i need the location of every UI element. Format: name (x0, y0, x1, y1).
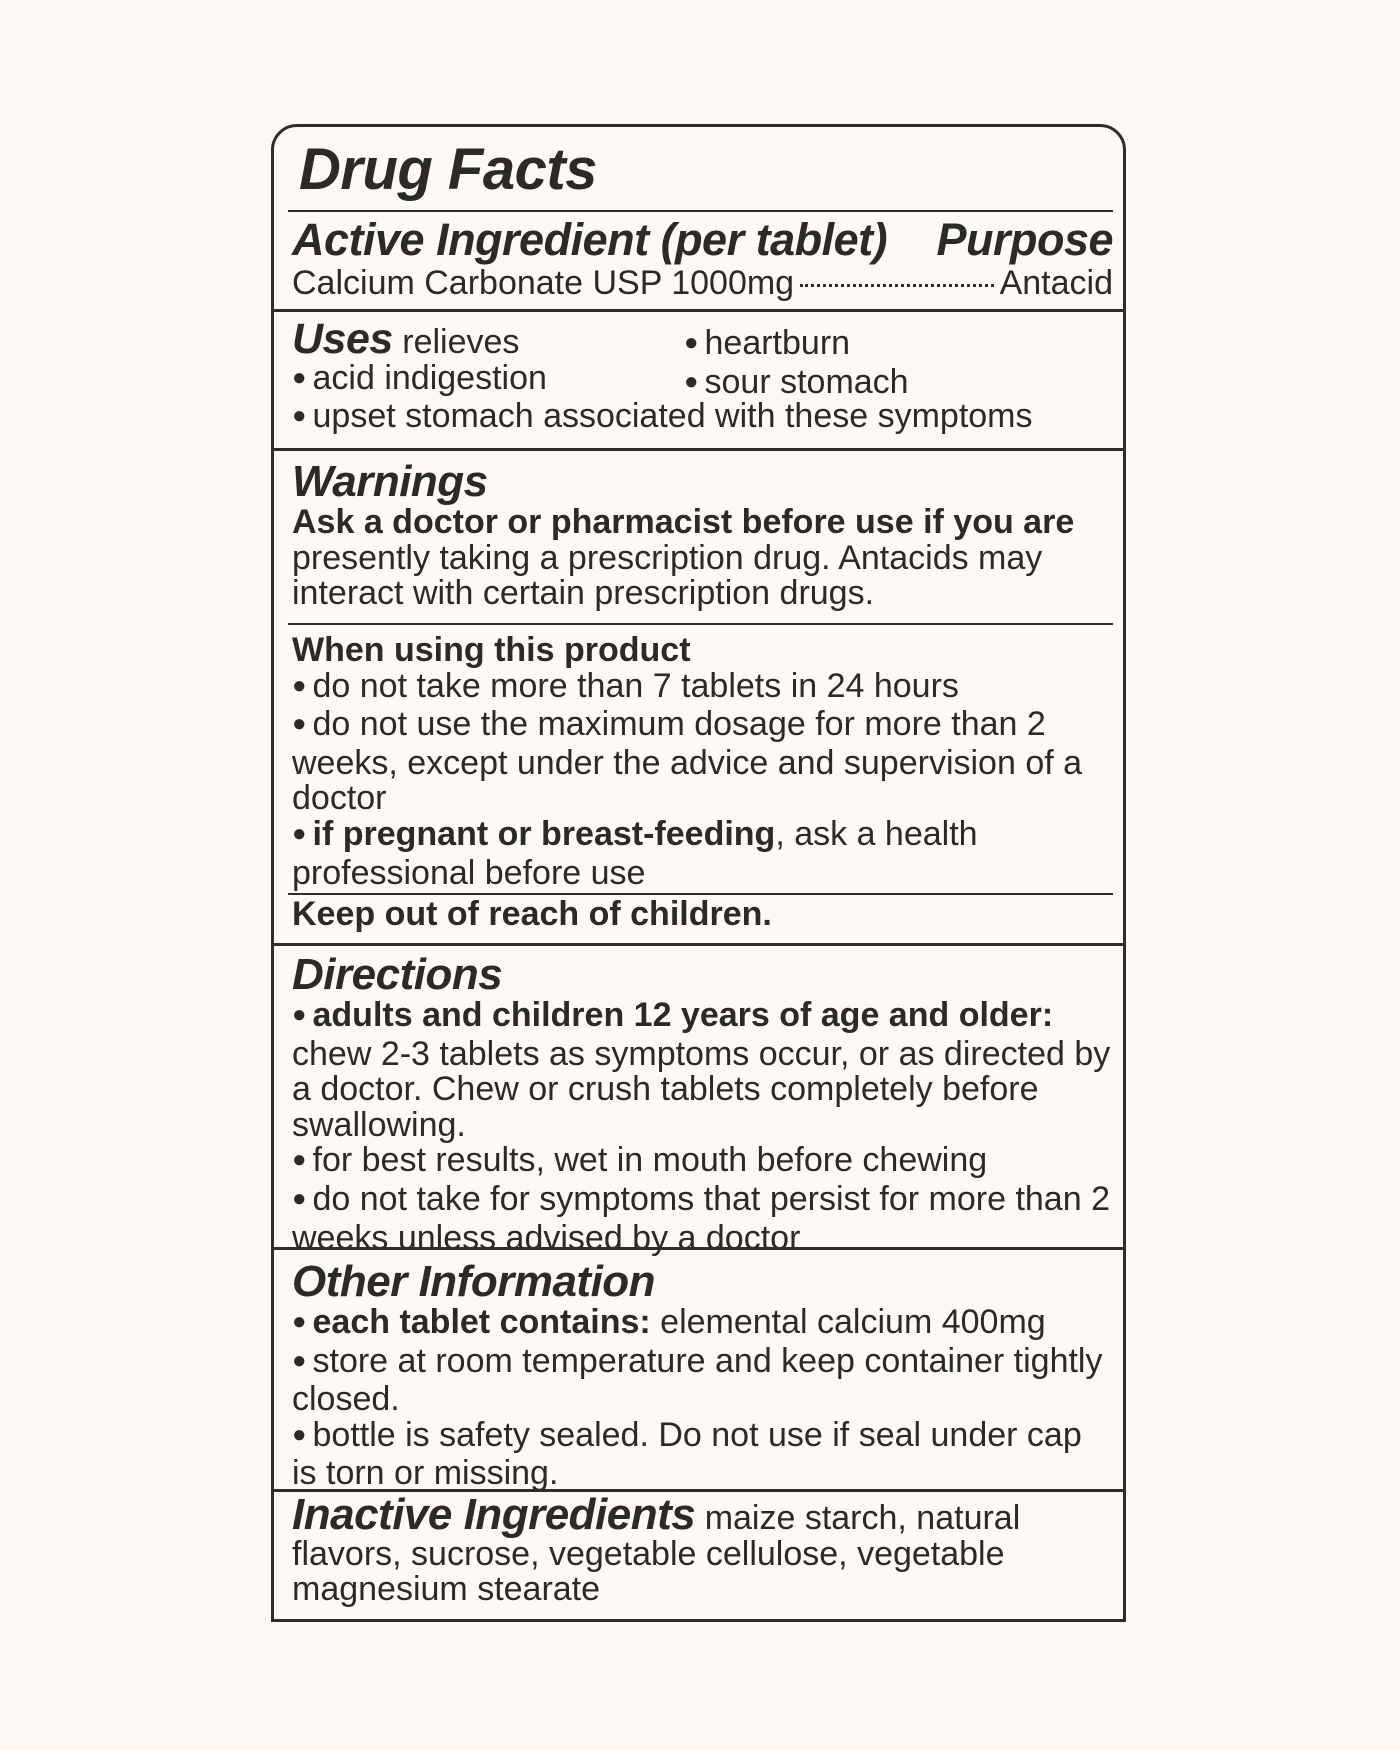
drug-facts-title: Drug Facts (299, 137, 597, 202)
uses-item: ● sour stomach (684, 365, 909, 404)
warnings-section (274, 448, 1123, 943)
directions-item: ● do not take for symptoms that persist for more than 2 weeks unless advised by a doctor (292, 1182, 1113, 1256)
active-ingredient-row (292, 265, 1113, 301)
purpose-heading: Purpose (936, 214, 1113, 265)
directions-adults-text: chew 2-3 tablets as symptoms occur, or as directed by a doctor. Chew or crush tablets completely before swallowing. (292, 1034, 1111, 1144)
other-information-heading: Other Information (292, 1257, 656, 1306)
other-contains-text: elemental calcium 400mg (660, 1303, 1046, 1341)
directions-item: ● for best results, wet in mouth before chewing (292, 1143, 1113, 1182)
directions-adults-bold: adults and children 12 years of age and older: (312, 996, 1054, 1034)
active-ingredient-header (292, 212, 1113, 265)
inactive-ingredients-heading: Inactive Ingredients (292, 1490, 696, 1539)
active-ingredient-name: Calcium Carbonate USP 1000mg (292, 264, 795, 302)
other-contains-bold: each tablet contains: (312, 1303, 651, 1341)
keep-out-text: Keep out of reach of children. (292, 895, 772, 933)
uses-right-column (684, 326, 909, 403)
active-ingredient-section (274, 212, 1123, 309)
warnings-ask-block (274, 451, 1123, 623)
when-using-item: ● do not take more than 7 tablets in 24 hours (292, 669, 1113, 708)
other-information-section (274, 1247, 1123, 1493)
other-item: ● bottle is safety sealed. Do not use if seal under cap is torn or missing. (292, 1418, 1113, 1492)
uses-item: ● upset stomach associated with these symptoms (292, 399, 1113, 438)
active-ingredient-purpose: Antacid (999, 264, 1113, 302)
leader-dots (800, 284, 994, 287)
directions-heading: Directions (292, 950, 503, 999)
uses-item: ● heartburn (684, 326, 909, 365)
warnings-heading: Warnings (292, 457, 488, 506)
uses-section (274, 309, 1123, 448)
uses-heading: Uses (292, 315, 393, 363)
directions-section (274, 943, 1123, 1257)
uses-item: ● acid indigestion (292, 361, 1113, 400)
drug-facts-panel (271, 124, 1126, 1622)
keep-out-block (274, 895, 1123, 943)
when-using-item: ● do not use the maximum dosage for more than 2 weeks, except under the advice and supervision of a doctor (292, 707, 1113, 817)
inactive-ingredients-section (274, 1489, 1123, 1608)
warnings-ask-bold: Ask a doctor or pharmacist before use if you are (292, 503, 1075, 541)
inactive-ingredients-text: maize starch, natural flavors, sucrose, vegetable cellulose, vegetable magnesium stearate (292, 1499, 1021, 1609)
active-ingredient-heading: Active Ingredient (per tablet) (292, 214, 888, 265)
title-section (274, 127, 1123, 210)
other-contains-item (292, 1305, 1113, 1344)
pregnant-item (292, 814, 1113, 892)
uses-intro: relieves (402, 323, 520, 361)
pregnant-bold: if pregnant or breast-feeding (312, 814, 776, 853)
other-item: ● store at room temperature and keep container tightly closed. (292, 1344, 1113, 1418)
warnings-ask-paragraph (292, 505, 1113, 612)
directions-adults-item (292, 998, 1113, 1143)
pregnant-text: , ask a health professional before use (292, 814, 978, 892)
when-using-heading: When using this product (292, 631, 691, 669)
warnings-ask-text: presently taking a prescription drug. Antacids may interact with certain prescription drugs. (292, 538, 1043, 613)
when-using-block (274, 625, 1123, 893)
